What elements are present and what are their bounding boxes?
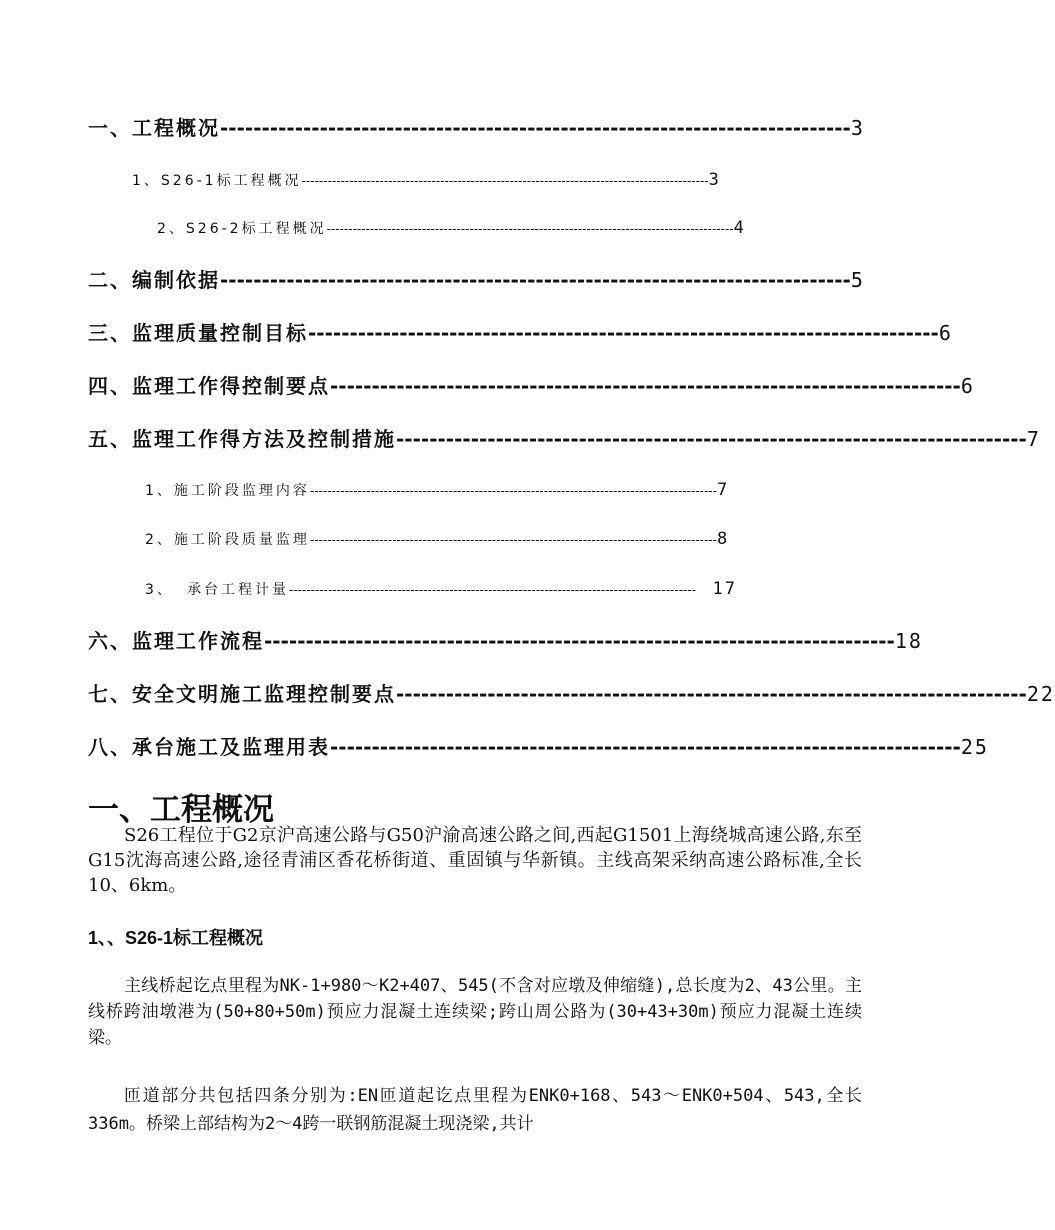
toc-number: 2、 — [157, 221, 186, 237]
toc-page-number: 6 — [938, 321, 953, 345]
toc-leader: ---------------------------------------------------------------------------- — [396, 427, 1027, 451]
toc-number: 八、 — [88, 735, 132, 759]
toc-title: 监理质量控制目标 — [132, 321, 308, 345]
toc-entry[interactable] — [145, 480, 730, 502]
section-heading: 一、工程概况 — [88, 792, 274, 828]
toc-number: 1、 — [145, 483, 174, 499]
toc-page-number: 5 — [850, 268, 865, 292]
toc-title: 监理工作得控制要点 — [132, 374, 330, 398]
toc-number: 七、 — [88, 682, 132, 706]
toc-entry[interactable] — [88, 112, 865, 142]
toc-entry[interactable] — [157, 218, 746, 240]
toc-leader: ---------------------------------------------------------------------------------------------- — [309, 533, 717, 547]
toc-number: 一、 — [88, 116, 132, 140]
toc-leader: ---------------------------------------------------------------------------------------------- — [326, 222, 734, 236]
toc-title: 施工阶段质量监理 — [173, 532, 310, 548]
toc-entry[interactable] — [132, 170, 721, 192]
toc-page-number: 8 — [716, 529, 730, 549]
toc-entry[interactable] — [88, 317, 953, 347]
toc-page-number: 18 — [894, 629, 923, 653]
toc-title: 承台施工及监理用表 — [132, 735, 330, 759]
toc-title: 编制依据 — [132, 268, 220, 292]
toc-number: 四、 — [88, 374, 132, 398]
body-paragraph: 主线桥起讫点里程为NK-1+980～K2+407、545(不含对应墩及伸缩缝),总长度为2、43公里。主线桥跨油墩港为(50+80+50m)预应力混凝土连续梁;跨山周公路为(30+43+30m)预应力混凝土连续梁。 — [88, 976, 862, 1048]
toc-entry[interactable] — [88, 625, 923, 655]
toc-leader: ---------------------------------------------------------------------------- — [330, 735, 961, 759]
toc-entry[interactable] — [88, 370, 975, 400]
body-paragraph: 匝道部分共包括四条分别为:EN匝道起讫点里程为ENK0+168、543～ENK0+504、543,全长336m。桥梁上部结构为2～4跨一联钢筋混凝土现浇梁,共计 — [88, 1086, 862, 1134]
toc-title: 安全文明施工监理控制要点 — [132, 682, 396, 706]
toc-page-number: 7 — [1026, 427, 1041, 451]
toc-entry[interactable] — [145, 529, 730, 551]
toc-title: 监理工作流程 — [132, 629, 264, 653]
toc-title: S26-2标工程概况 — [185, 221, 327, 237]
toc-number: 1、 — [132, 173, 161, 189]
toc-leader: ---------------------------------------------------------------------------------------------- — [301, 174, 709, 188]
toc-page-number: 25 — [960, 735, 989, 759]
subsection-heading: 1、、S26-1标工程概况 — [88, 928, 264, 948]
intro-paragraph: S26工程位于G2京沪高速公路与G50沪渝高速公路之间,西起G1501上海绕城高速公路,东至G15沈海高速公路,途径青浦区香花桥街道、重固镇与华新镇。主线高架采纳高速公路标准,全长10、6km。 — [88, 825, 862, 896]
toc-leader: ---------------------------------------------------------------------------------------------- — [309, 484, 717, 498]
toc-entry[interactable] — [88, 731, 989, 761]
toc-title: 工程概况 — [132, 116, 220, 140]
toc-leader: ---------------------------------------------------------------------------- — [330, 374, 961, 398]
toc-leader: ---------------------------------------------------------------------------- — [220, 268, 851, 292]
toc-leader: ---------------------------------------------------------------------------- — [264, 629, 895, 653]
toc-number: 六、 — [88, 629, 132, 653]
toc-page-number: 3 — [708, 170, 721, 190]
toc-page-number: 22 — [1026, 682, 1055, 706]
toc-entry[interactable] — [88, 264, 865, 294]
toc-entry[interactable] — [88, 678, 1055, 708]
toc-leader: ---------------------------------------------------------------------------- — [396, 682, 1027, 706]
toc-leader: ---------------------------------------------------------------------------- — [308, 321, 939, 345]
toc-number: 3、 — [145, 582, 174, 598]
toc-title: 承台工程计量 — [187, 582, 289, 598]
toc-title: S26-1标工程概况 — [160, 173, 302, 189]
toc-leader: ---------------------------------------------------------------------------------------------- — [289, 583, 697, 597]
toc-page-number: 3 — [850, 116, 865, 140]
toc-number: 五、 — [88, 427, 132, 451]
toc-number: 二、 — [88, 268, 132, 292]
toc-title: 监理工作得方法及控制措施 — [132, 427, 396, 451]
toc-page-number: 6 — [960, 374, 975, 398]
toc-number: 三、 — [88, 321, 132, 345]
toc-leader: ---------------------------------------------------------------------------- — [220, 116, 851, 140]
toc-page-number: 4 — [733, 218, 746, 238]
toc-entry[interactable] — [145, 579, 737, 601]
toc-page-number: 7 — [716, 480, 730, 500]
toc-page-number: 17 — [712, 579, 737, 599]
toc-entry[interactable] — [88, 423, 1041, 453]
toc-number: 2、 — [145, 532, 174, 548]
toc-title: 施工阶段监理内容 — [173, 483, 310, 499]
